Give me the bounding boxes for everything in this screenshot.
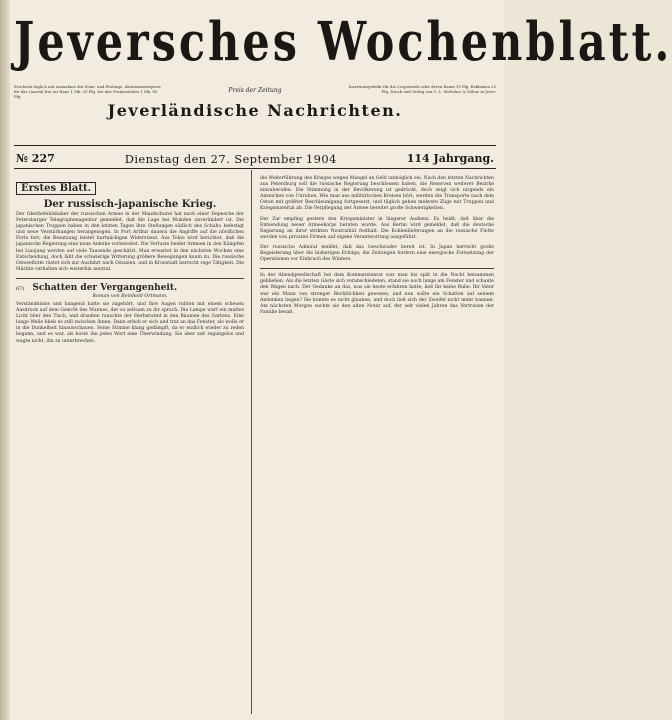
- page-edge: [0, 0, 10, 720]
- column-divider: [251, 170, 252, 714]
- story-number: 67): [16, 285, 25, 292]
- story-title: Schatten der Vergangenheit.: [32, 282, 178, 293]
- right-text-1: die Weiterführung des Krieges wegen Mangel an Geld unmöglich sei. Nach den letzten Nachrichten aus Petersburg soll die russische Regierung beschlossen haben, die Reserven weiterer Bezirke einzuberufen. Die Stimmung in der Bevölkerung ist gedrückt, doch zeigt sich nirgends ein Anzeichen von Unruhen. Wie man aus militärischen Kreisen hört, werden die Transporte nach dem Osten mit größter Beschleunigung fortgesetzt, und täglich gehen mehrere Züge mit Truppen und Kriegsmaterial ab. Die Verpflegung der Armee bereitet große Schwierigkeiten.: [260, 176, 494, 212]
- newspaper-title: Jeversches Wochenblatt.: [14, 11, 672, 74]
- section-label: Erstes Blatt.: [16, 182, 96, 195]
- issue-line: [16, 152, 494, 166]
- subscription-note: Erscheint täglich mit Ausnahme der Sonn- und Festtage. Abonnementspreis für das Quartal frei ins Haus 1 Mk. 50 Pfg. bei den Postanstalten 1 Mk. 80 Pfg.: [14, 84, 161, 99]
- insertion-note: Insertionsgebühr für die Corpuszeile oder deren Raum 10 Pfg. Reklamen 20 Pfg. Druck und Verlag von C. L. Mettcker & Söhne in Jever.: [348, 84, 496, 94]
- right-text-2: Der Zar empfing gestern den Kriegsminister in längerer Audienz. Es heißt, daß über die Entsendung neuer Armeekorps beraten wurde. Aus Berlin wird gemeldet, daß die deutsche Regierung an ihrer strikten Neutralität festhält. Die Kohlenlieferungen an die russische Flotte werden von privaten Firmen auf eigene Verantwortung ausgeführt.: [260, 216, 494, 240]
- newspaper-subtitle: Jeverländische Nachrichten.: [107, 101, 403, 120]
- issue-date: Dienstag den 27. September 1904: [124, 152, 337, 166]
- right-story-rule: [260, 268, 494, 269]
- right-text-3: Der russische Admiral meldet, daß das Geschwader bereit ist. In Japan herrscht große Begeisterung über die bisherigen Erfolge; die Zeitungen fordern eine energische Fortsetzung der Operationen vor Einbruch des Winters.: [260, 244, 494, 263]
- story-text: Verständnislos und bangend hatte sie zugehört, und ihre Augen ruhten mit einem scheuen Ausdruck auf dem Gesicht des Mannes, der so seltsam zu ihr sprach. Die Lampe warf ein mattes Licht über den Tisch, und draußen rauschte der Herbstwind in den Bäumen des Gartens. Eine lange Weile blieb es still zwischen ihnen. Dann erhob er sich und trat an das Fenster, als wolle er in die Dunkelheit hinausschauen. Seine Stimme klang gedämpft, da er endlich wieder zu reden begann, und es war, als koste ihn jedes Wort eine Überwindung. Sie aber saß regungslos und wagte nicht, ihn zu unterbrechen.: [16, 301, 244, 344]
- issue-rule-top: [14, 145, 496, 146]
- price-note: Preis der Zeitung: [228, 87, 282, 94]
- issue-rule-bottom: [14, 168, 496, 169]
- issue-volume: 114 Jahrgang.: [406, 152, 494, 165]
- story-header: [16, 283, 244, 293]
- right-story-continuation: In der Abendgesellschaft bei dem Kommerzienrat war man bis spät in die Nacht beisammen geblieben. Als die letzten Gäste sich verabschiedeten, stand sie noch lange am Fenster und schaute den Wagen nach. Der Gedanke an das, was sie heute erfahren hatte, ließ ihr keine Ruhe. Ihr Vater war ein Mann von strenger Rechtlichkeit gewesen, und nun sollte ein Schatten auf seinem Andenken liegen? Sie konnte es nicht glauben, und doch ließ sich der Zweifel nicht mehr bannen. Am nächsten Morgen suchte sie den alten Notar auf, der seit vielen Jahren das Vertrauen der Familie besaß.: [260, 273, 494, 315]
- masthead: [14, 10, 672, 99]
- story-author: Roman von Reinhold Ortmann.: [92, 293, 168, 299]
- story-rule: [16, 278, 244, 279]
- masthead-info-row: [14, 84, 496, 99]
- article-text: Der Oberbefehlshaber der russischen Armee in der Mandschurei hat nach einer Depesche der Petersburger Telegraphenagentur gemeldet, daß die Lage bei Mukden unverändert ist. Die japanischen Truppen haben in den letzten Tagen ihre Stellungen südlich des Schaho befestigt und neue Verstärkungen herangezogen. In Port Arthur dauern die Angriffe auf die nördlichen Forts fort; die Besatzung leistet hartnäckigen Widerstand. Aus Tokio wird berichtet, daß die japanische Regierung eine neue Anleihe vorbereitet. Die Verluste beider Armeen in den Kämpfen bei Liaojang werden auf viele Tausende geschätzt. Man erwartet in den nächsten Wochen eine Entscheidung, doch läßt die schwierige Witterung größere Bewegungen kaum zu. Die russische Ostseeflotte rüstet sich zur Ausfahrt nach Ostasien, und in Kronstadt herrscht rege Tätigkeit. Die Mächte verhalten sich weiterhin neutral.: [16, 212, 244, 272]
- right-column: [260, 176, 494, 714]
- issue-number: № 227: [16, 152, 55, 165]
- article-title: Der russisch-japanische Krieg.: [43, 199, 217, 210]
- left-column: [16, 176, 244, 714]
